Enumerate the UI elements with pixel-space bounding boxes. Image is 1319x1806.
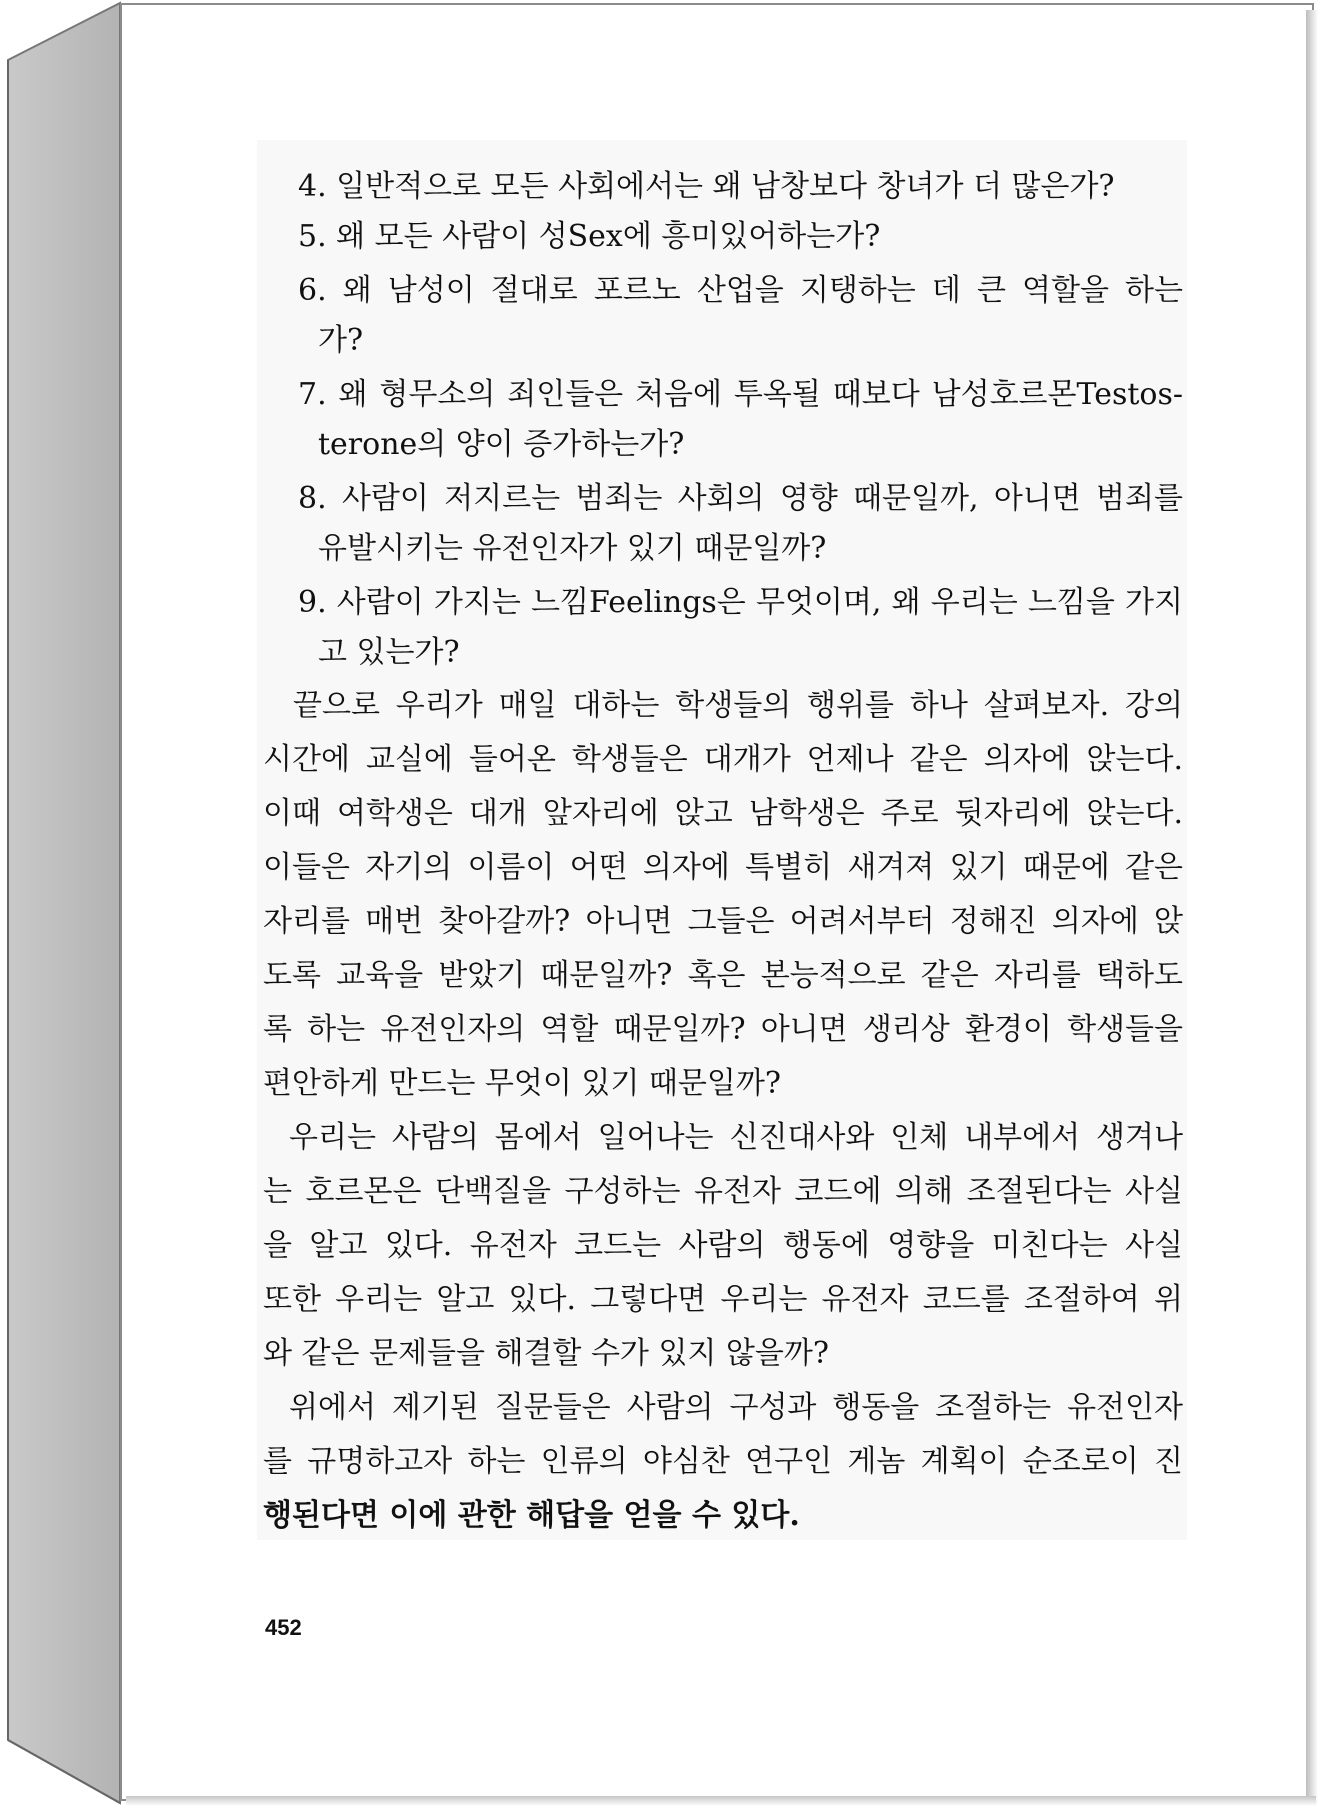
list-item: 8. 사람이 저지르는 범죄는 사회의 영향 때문일까, 아니면 범죄를 bbox=[298, 481, 1183, 516]
paragraph-line: 편안하게 만드는 무엇이 있기 때문일까? bbox=[263, 1066, 781, 1101]
page-shadow-bottom bbox=[126, 1796, 1316, 1806]
list-item-continuation: 고 있는가? bbox=[318, 635, 460, 670]
list-item: 6. 왜 남성이 절대로 포르노 산업을 지탱하는 데 큰 역할을 하는 bbox=[298, 273, 1183, 308]
paragraph-line: 는 호르몬은 단백질을 구성하는 유전자 코드에 의해 조절된다는 사실 bbox=[263, 1174, 1183, 1209]
paragraph-line: 끝으로 우리가 매일 대하는 학생들의 행위를 하나 살펴보자. 강의 bbox=[293, 688, 1183, 723]
paragraph-line: 행된다면 이에 관한 해답을 얻을 수 있다. bbox=[263, 1498, 800, 1533]
list-item: 7. 왜 형무소의 죄인들은 처음에 투옥될 때보다 남성호르몬Testos- bbox=[298, 377, 1183, 412]
paragraph-line: 이때 여학생은 대개 앞자리에 앉고 남학생은 주로 뒷자리에 앉는다. bbox=[263, 796, 1183, 831]
paragraph-line: 도록 교육을 받았기 때문일까? 혹은 본능적으로 같은 자리를 택하도 bbox=[263, 958, 1183, 993]
paragraph-line: 를 규명하고자 하는 인류의 야심찬 연구인 게놈 계획이 순조로이 진 bbox=[263, 1444, 1183, 1479]
paragraph-line: 위에서 제기된 질문들은 사람의 구성과 행동을 조절하는 유전인자 bbox=[289, 1390, 1183, 1425]
paragraph-line: 이들은 자기의 이름이 어떤 의자에 특별히 새겨져 있기 때문에 같은 bbox=[263, 850, 1183, 885]
paragraph-line: 자리를 매번 찾아갈까? 아니면 그들은 어려서부터 정해진 의자에 앉 bbox=[263, 904, 1183, 939]
list-item: 4. 일반적으로 모든 사회에서는 왜 남창보다 창녀가 더 많은가? bbox=[298, 169, 1115, 204]
list-item: 5. 왜 모든 사람이 성Sex에 흥미있어하는가? bbox=[298, 219, 881, 254]
paragraph-line: 을 알고 있다. 유전자 코드는 사람의 행동에 영향을 미친다는 사실 bbox=[263, 1228, 1183, 1263]
paragraph-line: 우리는 사람의 몸에서 일어나는 신진대사와 인체 내부에서 생겨나 bbox=[289, 1120, 1183, 1155]
paragraph-line: 와 같은 문제들을 해결할 수가 있지 않을까? bbox=[263, 1336, 829, 1371]
paragraph-line: 또한 우리는 알고 있다. 그렇다면 우리는 유전자 코드를 조절하여 위 bbox=[263, 1282, 1183, 1317]
list-item: 9. 사람이 가지는 느낌Feelings은 무엇이며, 왜 우리는 느낌을 가지 bbox=[298, 585, 1183, 620]
text-block-background bbox=[257, 140, 1187, 1540]
paragraph-line: 시간에 교실에 들어온 학생들은 대개가 언제나 같은 의자에 앉는다. bbox=[263, 742, 1183, 777]
list-item-continuation: 가? bbox=[318, 323, 364, 358]
list-item-continuation: terone의 양이 증가하는가? bbox=[318, 427, 685, 462]
page-shadow-right bbox=[1306, 10, 1318, 1804]
list-item-continuation: 유발시키는 유전인자가 있기 때문일까? bbox=[318, 531, 827, 566]
page-number: 452 bbox=[265, 1615, 302, 1640]
paragraph-line: 록 하는 유전인자의 역할 때문일까? 아니면 생리상 환경이 학생들을 bbox=[263, 1012, 1183, 1047]
